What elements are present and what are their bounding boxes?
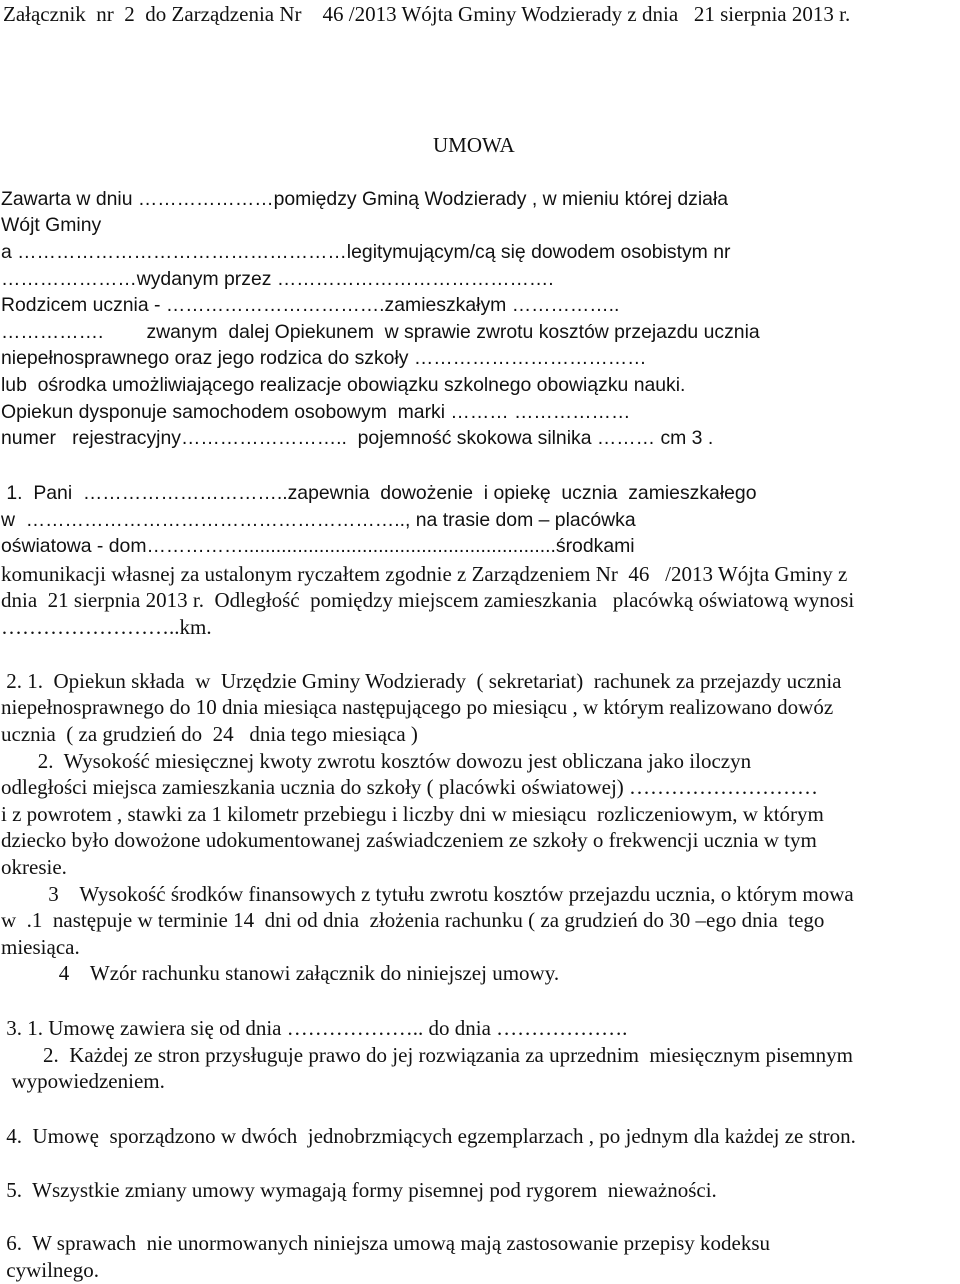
intro-line-8: lub ośrodka umożliwiającego realizacje obowiązku szkolnego obowiązku nauki. <box>1 374 686 396</box>
intro-line-6: ……………. zwanym dalej Opiekunem w sprawie zwrotu kosztów przejazdu ucznia <box>1 321 760 343</box>
section-1-line-6: ……………………..km. <box>1 615 212 639</box>
attachment-header: Załącznik nr 2 do Zarządzenia Nr 46 /2013 Wójta Gminy Wodzierady z dnia 21 sierpnia 2013 r. <box>3 2 851 26</box>
section-1-line-2: w ………………………………………………….., na trasie dom – placówka <box>1 509 636 531</box>
intro-line-9: Opiekun dysponuje samochodem osobowym marki ……… ……………… <box>1 401 631 423</box>
section-2-line-8: okresie. <box>1 855 67 879</box>
section-2-line-2: niepełnosprawnego do 10 dnia miesiąca następującego po miesiącu , w którym realizowano dowóz <box>1 695 834 719</box>
document-title: UMOWA <box>433 133 515 157</box>
section-1-line-4: komunikacji własnej za ustalonym ryczałtem zgodnie z Zarządzeniem Nr 46 /2013 Wójta Gminy z <box>1 562 848 586</box>
section-1-line-3: oświatowa - dom……………..........................................................środkami <box>1 535 635 557</box>
section-2-line-5: odległości miejsca zamieszkania ucznia do szkoły ( placówki oświatowej) ……………………… <box>1 775 819 799</box>
section-1-line-1: 1. Pani …………………………..zapewnia dowożenie i opiekę ucznia zamieszkałego <box>1 482 757 504</box>
section-3-line-3: wypowiedzeniem. <box>1 1069 165 1093</box>
section-2-line-4: 2. Wysokość miesięcznej kwoty zwrotu kosztów dowozu jest obliczana jako iloczyn <box>1 749 752 773</box>
intro-line-3: a ……………………………………………legitymującym/cą się dowodem osobistym nr <box>1 241 731 263</box>
intro-line-2: Wójt Gminy <box>1 214 102 236</box>
section-1-line-5: dnia 21 sierpnia 2013 r. Odległość pomiędzy miejscem zamieszkania placówką oświatową wynosi <box>1 588 855 612</box>
section-6-line-1: 6. W sprawach nie unormowanych niniejsza umową mają zastosowanie przepisy kodeksu <box>1 1231 771 1255</box>
intro-line-10: numer rejestracyjny…………………….. pojemność skokowa silnika ……… cm 3 . <box>1 427 714 449</box>
section-2-line-12: 4 Wzór rachunku stanowi załącznik do niniejszej umowy. <box>1 961 560 985</box>
section-5: 5. Wszystkie zmiany umowy wymagają formy pisemnej pod rygorem nieważności. <box>1 1178 717 1202</box>
section-3-line-1: 3. 1. Umowę zawiera się od dnia ……………….. do dnia ………………. <box>1 1016 628 1040</box>
section-2-line-1: 2. 1. Opiekun składa w Urzędzie Gminy Wodzierady ( sekretariat) rachunek za przejazdy ucznia <box>1 669 842 693</box>
section-2-line-7: dziecko było dowożone udokumentowanej zaświadczeniem ze szkoły o frekwencji ucznia w tym <box>1 828 817 852</box>
intro-line-1: Zawarta w dniu …………………pomiędzy Gminą Wodzierady , w mieniu której działa <box>1 188 729 210</box>
section-6-line-2: cywilnego. <box>1 1258 99 1282</box>
intro-line-7: niepełnosprawnego oraz jego rodzica do szkoły ……………………………… <box>1 347 647 369</box>
intro-line-4: …………………wydanym przez ……………………………………. <box>1 268 554 290</box>
section-2-line-3: ucznia ( za grudzień do 24 dnia tego miesiąca ) <box>1 722 418 746</box>
section-4: 4. Umowę sporządzono w dwóch jednobrzmiących egzemplarzach , po jednym dla każdej ze stron. <box>1 1124 856 1148</box>
section-2-line-6: i z powrotem , stawki za 1 kilometr przebiegu i liczby dni w miesiącu rozliczeniowym, w którym <box>1 802 824 826</box>
section-2-line-9: 3 Wysokość środków finansowych z tytułu zwrotu kosztów przejazdu ucznia, o którym mowa <box>1 882 854 906</box>
intro-line-5: Rodzicem ucznia - …………………………….zamieszkałym …………….. <box>1 294 620 316</box>
section-2-line-10: w .1 następuje w terminie 14 dni od dnia złożenia rachunku ( za grudzień do 30 –ego dnia tego <box>1 908 825 932</box>
section-2-line-11: miesiąca. <box>1 935 80 959</box>
section-3-line-2: 2. Każdej ze stron przysługuje prawo do jej rozwiązania za uprzednim miesięcznym pisemnym <box>1 1043 853 1067</box>
